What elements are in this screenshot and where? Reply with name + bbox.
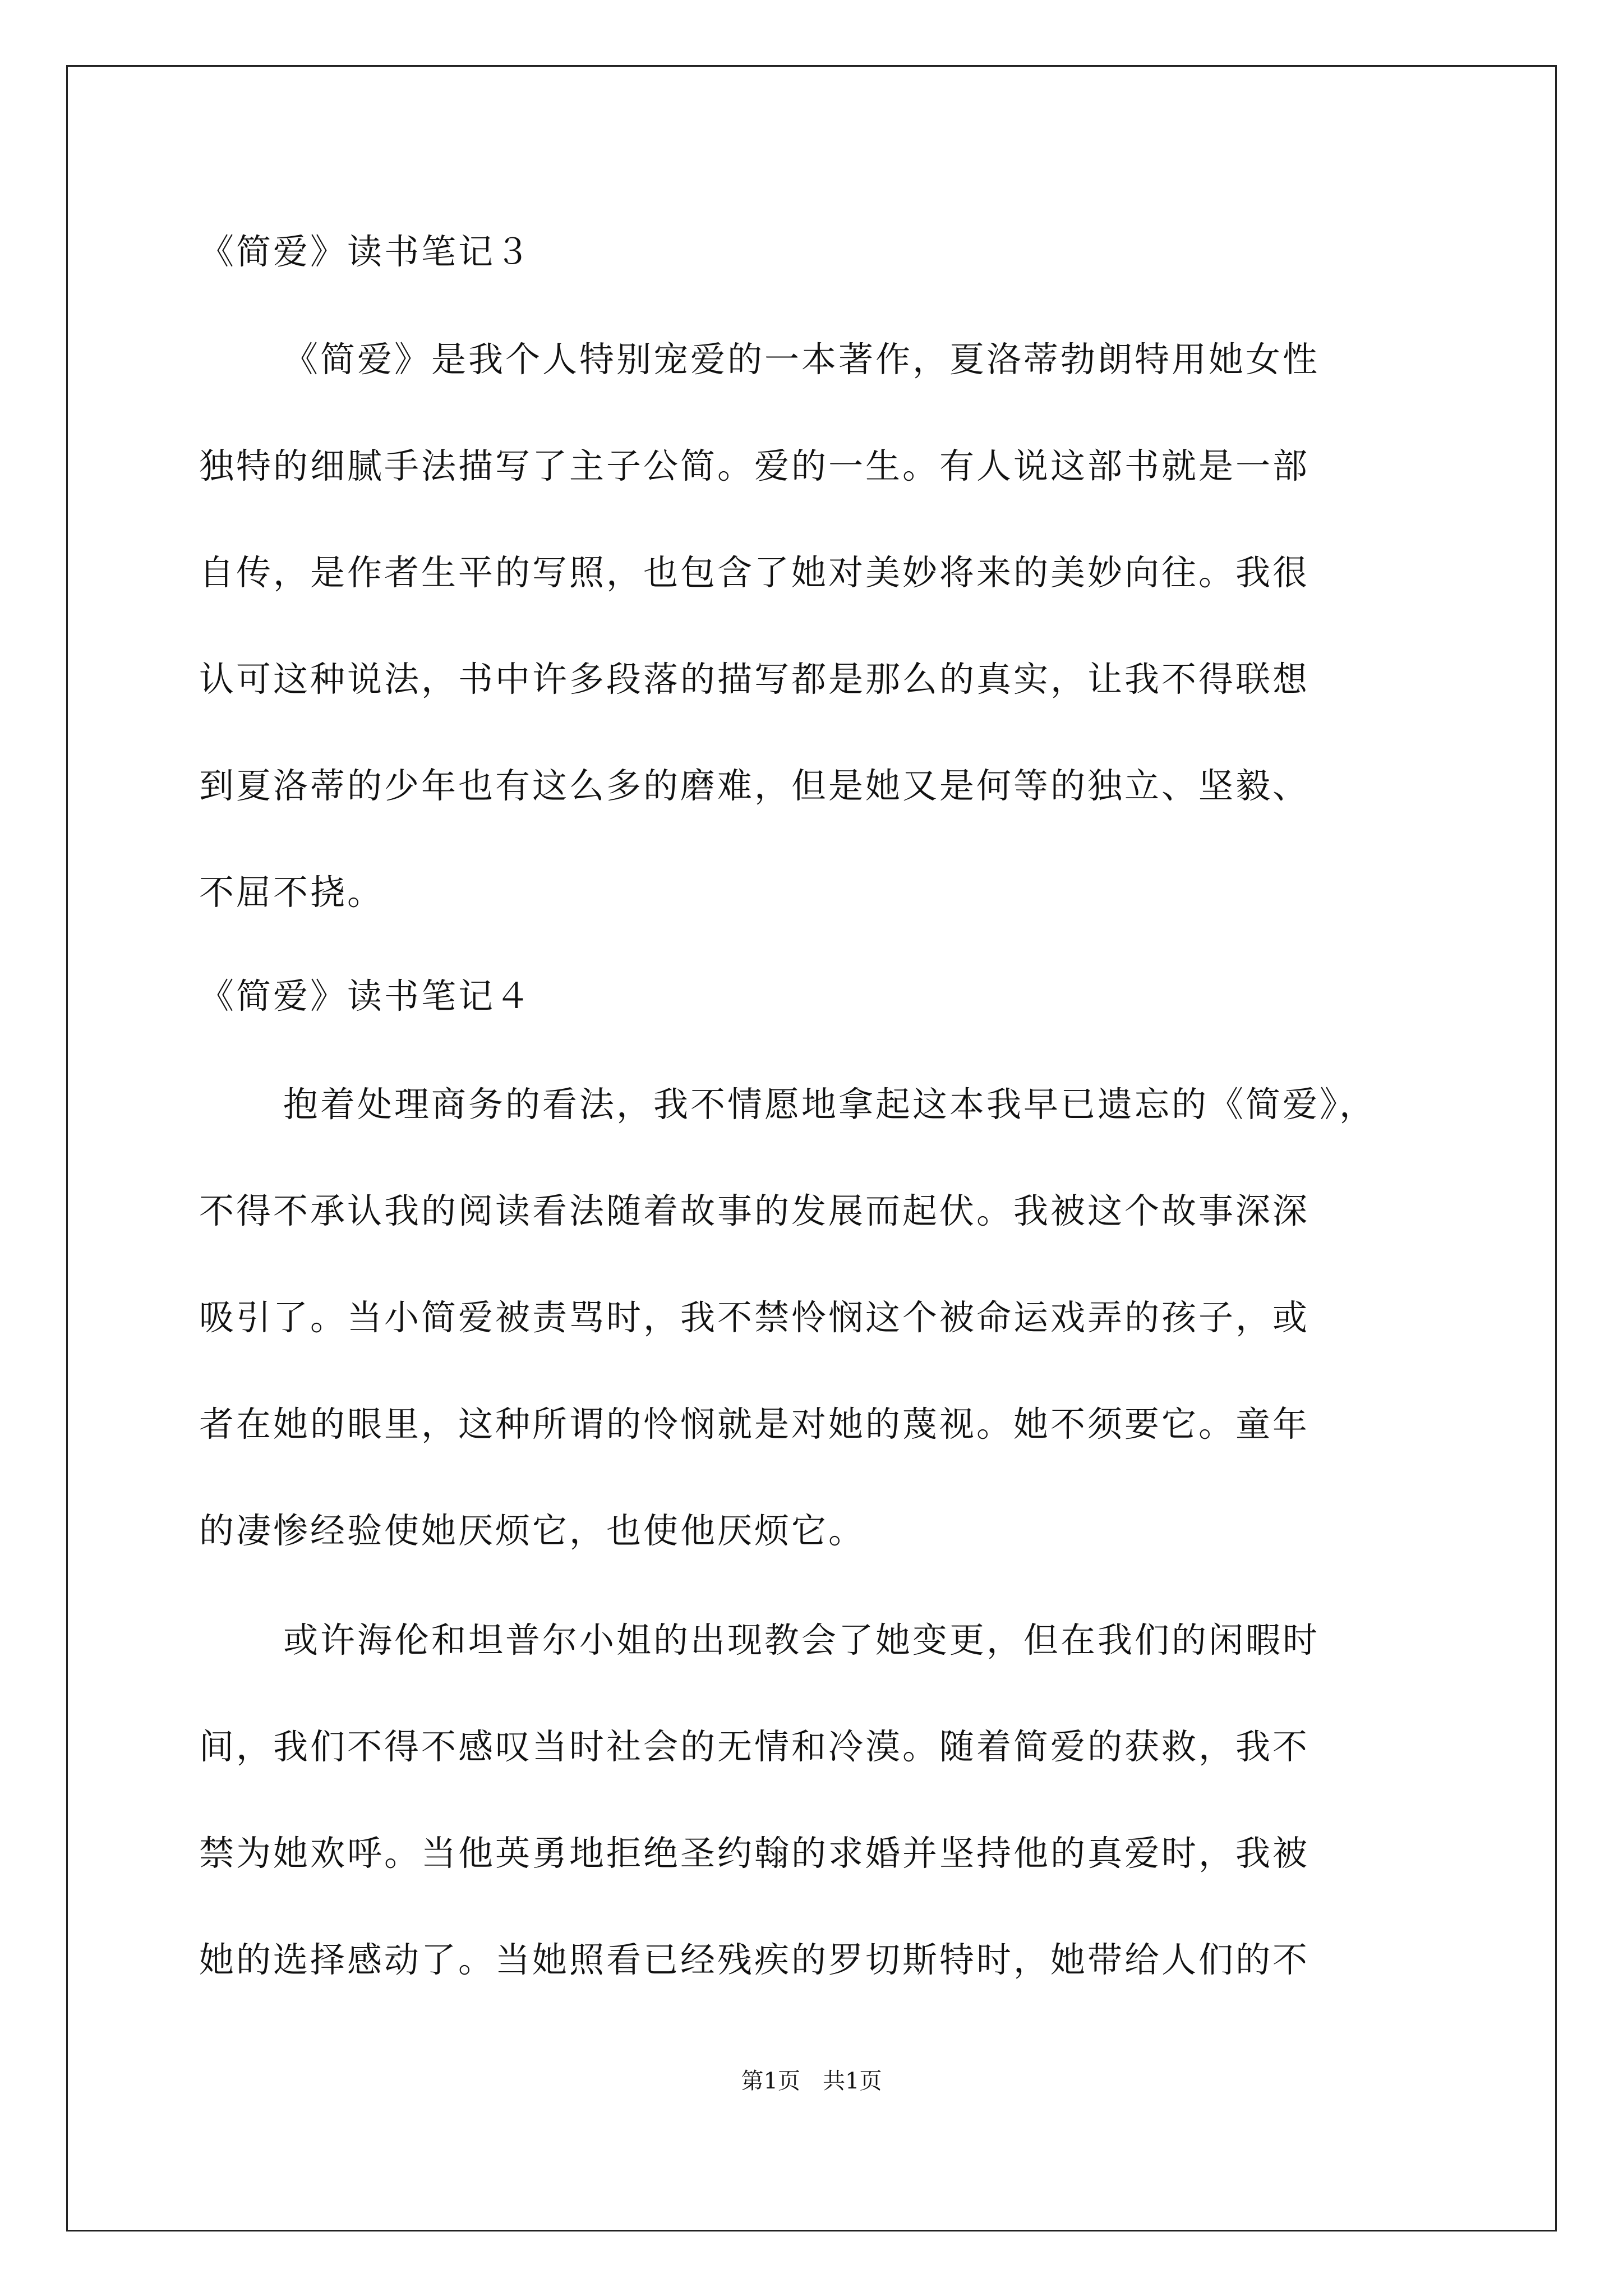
paragraph-line: 不屈不挠。 [199, 872, 385, 913]
paragraph-line: 或许海伦和坦普尔小姐的出现教会了她变更，但在我们的闲暇时 [283, 1619, 1320, 1660]
paragraph-line: 吸引了。当小简爱被责骂时，我不禁怜悯这个被命运戏弄的孩子，或 [199, 1297, 1310, 1338]
page-border [66, 65, 1557, 2231]
section-heading: 《简爱》读书笔记３ [199, 231, 533, 272]
paragraph-line: 者在她的眼里，这种所谓的怜悯就是对她的蔑视。她不须要它。童年 [199, 1404, 1310, 1444]
page-footer: 第1页 共1页 [741, 2068, 882, 2094]
paragraph-line: 独特的细腻手法描写了主子公简。爱的一生。有人说这部书就是一部 [199, 445, 1310, 486]
paragraph-line: 《简爱》是我个人特别宠爱的一本著作，夏洛蒂勃朗特用她女性 [283, 339, 1320, 380]
paragraph-line: 到夏洛蒂的少年也有这么多的磨难，但是她又是何等的独立、坚毅、 [199, 765, 1310, 806]
paragraph-line: 的凄惨经验使她厌烦它，也使他厌烦它。 [199, 1510, 866, 1551]
paragraph-line: 间，我们不得不感叹当时社会的无情和冷漠。随着简爱的获救，我不 [199, 1726, 1310, 1767]
section-heading: 《简爱》读书笔记４ [199, 976, 533, 1016]
paragraph-line: 抱着处理商务的看法，我不情愿地拿起这本我早已遗忘的《简爱》， [283, 1084, 1377, 1125]
paragraph-line: 禁为她欢呼。当他英勇地拒绝圣约翰的求婚并坚持他的真爱时，我被 [199, 1833, 1310, 1874]
paragraph-line: 她的选择感动了。当她照看已经残疾的罗切斯特时，她带给人们的不 [199, 1939, 1310, 1980]
paragraph-line: 认可这种说法，书中许多段落的描写都是那么的真实，让我不得联想 [199, 659, 1310, 700]
paragraph-line: 不得不承认我的阅读看法随着故事的发展而起伏。我被这个故事深深 [199, 1190, 1310, 1231]
paragraph-line: 自传，是作者生平的写照，也包含了她对美妙将来的美妙向往。我很 [199, 552, 1310, 593]
